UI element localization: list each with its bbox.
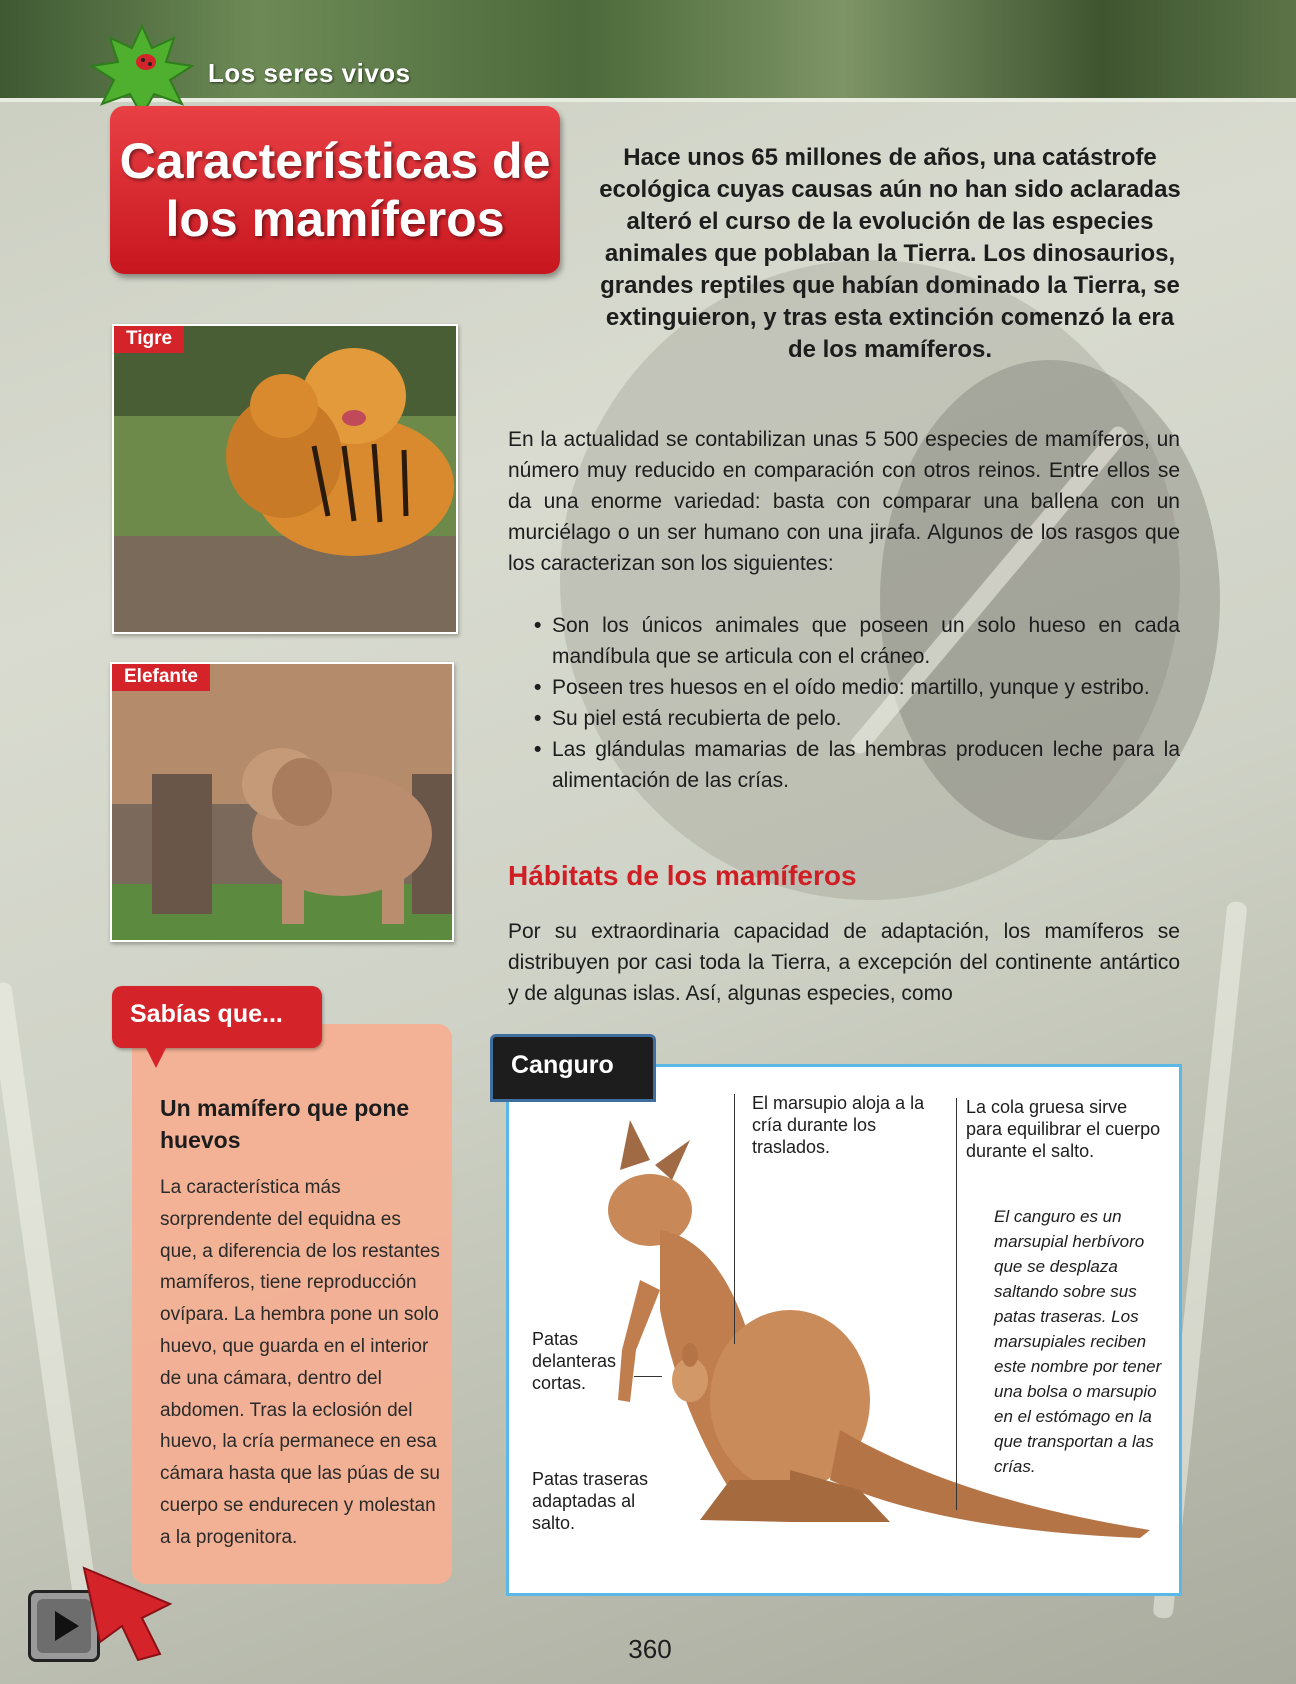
- did-you-know-text: La característica más sorprendente del equidna es que, a diferencia de los restantes mamíferos, tiene reproducción ovípara. La hembra pone un solo huevo, que guarda en el interior de una cámara, dentro del abdomen. Tras la eclosión del huevo, la cría permanece en esa cámara hasta que las púas de su cuerpo se endurecen y molestan a la progenitora.: [160, 1177, 440, 1548]
- photo-label-elephant: Elefante: [112, 664, 210, 691]
- did-you-know-header: [112, 986, 322, 1048]
- list-item: • Las glándulas mamarias de las hembras producen leche para la alimentación de las crías.: [530, 734, 1180, 796]
- section-heading-habitats: Hábitats de los mamíferos: [508, 860, 857, 891]
- list-item: • Poseen tres huesos en el oído medio: martillo, yunque y estribo.: [530, 672, 1180, 703]
- marsupio-pointer: [734, 1094, 735, 1344]
- cola-pointer: [956, 1098, 957, 1510]
- body-paragraph-2: Por su extraordinaria capacidad de adaptación, los mamíferos se distribuyen por casi toda la Tierra, a excepción del continente antártico y de algunas islas. Así, algunas especies, como: [508, 920, 1180, 1005]
- leaf-icon: [86, 22, 198, 118]
- tiger-illustration: [114, 326, 456, 632]
- body-paragraph-1: En la actualidad se contabilizan unas 5 500 especies de mamíferos, un número muy reducido en comparación con otros reinos. Entre ellos se da una enorme variedad: basta con comparar una ballena con un murciélago o un ser humano con una jirafa. Algunos de los rasgos que los caracterizan son los siguientes:: [508, 428, 1180, 575]
- cursor-arrow-icon: [82, 1566, 174, 1664]
- ladybug-icon: [136, 54, 156, 70]
- photo-label-tiger: Tigre: [114, 326, 184, 353]
- kangaroo-tab: [490, 1034, 656, 1102]
- characteristics-list: [530, 610, 1180, 796]
- list-item: • Son los únicos animales que poseen un solo hueso en cada mandíbula que se articula con el cráneo.: [530, 610, 1180, 672]
- page-number: 360: [628, 1634, 672, 1664]
- page-title-box: [110, 106, 560, 274]
- speech-bubble-tail: [144, 1044, 168, 1068]
- label-cola: La cola gruesa sirve para equilibrar el cuerpo durante el salto.: [966, 1097, 1161, 1161]
- branch-decoration: [0, 981, 97, 1598]
- section-label: Los seres vivos: [208, 58, 411, 88]
- elephant-illustration: [112, 664, 452, 940]
- did-you-know-label: Sabías que...: [130, 1000, 283, 1028]
- page-title: Características de los mamíferos: [119, 133, 551, 247]
- kangaroo-description: El canguro es un marsupial herbívoro que se desplaza saltando sobre sus patas traseras. Los marsupiales reciben este nombre por tener una bolsa o marsupio en el estómago en la que transportan a las crías.: [994, 1207, 1162, 1476]
- did-you-know-title: Un mamífero que pone huevos: [160, 1095, 410, 1153]
- list-item: • Su piel está recubierta de pelo.: [530, 703, 1180, 734]
- label-delanteras: Patas delanteras cortas.: [532, 1329, 617, 1393]
- intro-paragraph: Hace unos 65 millones de años, una catástrofe ecológica cuyas causas aún no han sido aclaradas alteró el curso de la evolución de las especies animales que poblaban la Tierra. Los dinosaurios, grandes reptiles que habían dominado la Tierra, se extinguieron, y tras esta extinción comenzó la era de los mamíferos.: [599, 144, 1181, 363]
- tiger-photo: [112, 324, 458, 634]
- label-marsupio: El marsupio aloja a la cría durante los traslados.: [752, 1093, 925, 1157]
- label-traseras: Patas traseras adaptadas al salto.: [532, 1469, 649, 1533]
- elephant-photo: [110, 662, 454, 942]
- kangaroo-tab-label: Canguro: [511, 1051, 614, 1079]
